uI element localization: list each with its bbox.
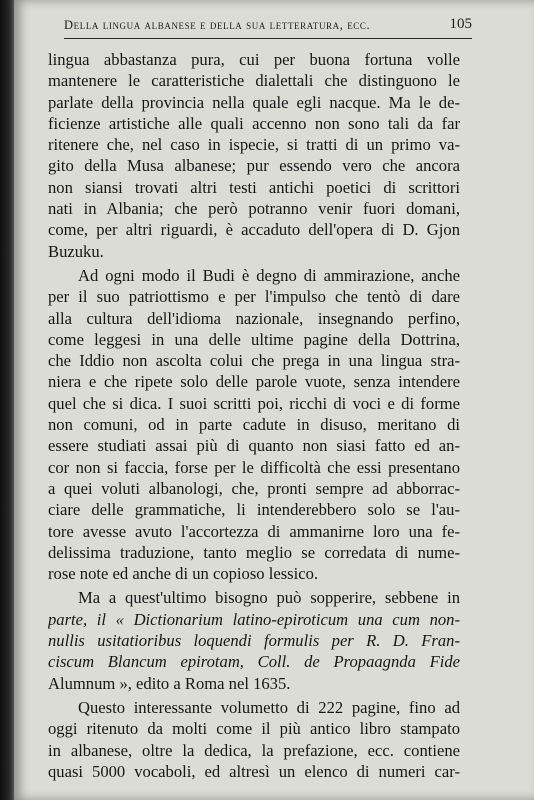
text-line: a quei voluti albanologi, che, pronti sempre ad abborrac-: [48, 478, 460, 498]
text-line: gito della Musa albanese; pur essendo vero che ancora: [48, 156, 460, 176]
text-line: delissima traduzione, tanto meglio se corredata di nume-: [48, 542, 460, 562]
text-line: oggi ritenuto da molti come il più antico libro stampato: [48, 719, 460, 739]
text-line: ciscum Blancum epirotam, Coll. de Propaagnda Fide: [48, 652, 460, 672]
text-line: niera e che ripete solo delle parole vuote, senza intendere: [48, 372, 460, 392]
text-line: cor non si faccia, forse per le difficoltà che essi presentano: [48, 457, 460, 477]
text-line: in albanese, oltre la dedica, la prefazione, ecc. contiene: [48, 740, 460, 760]
text-line: come leggesi in una delle ultime pagine della Dottrina,: [48, 329, 460, 349]
text-line: per il suo patriottismo e per l'impulso che tentò di dare: [48, 287, 460, 307]
text-line: rose note ed anche di un copioso lessico.: [48, 564, 319, 584]
text-line: come, per altri riguardi, è accaduto dell'opera di D. Gjon: [48, 220, 460, 240]
text-line: nati in Albania; che però potranno venir fuori domani,: [48, 199, 460, 219]
paragraph: [48, 587, 460, 693]
text-line: alla cultura dell'idioma nazionale, insegnando perfino,: [48, 308, 460, 328]
text-line: non comuni, od in parte cadute in disuso, meritano di: [48, 415, 460, 435]
text-line: parte, il « Dictionarium latino-epiroticum una cum non-: [48, 609, 460, 629]
text-line: tore avesse avuto l'accortezza di ammanirne loro una fe-: [48, 521, 460, 541]
book-spine-shadow: [0, 0, 14, 800]
text-line: non siansi trovati altri testi antichi poetici di scrittori: [48, 177, 460, 197]
text-line: Alumnum », edito a Roma nel 1635.: [48, 673, 291, 693]
text-line: mantenere le caratteristiche dialettali che distinguono le: [48, 71, 460, 91]
paragraph: [48, 49, 460, 262]
text-line: che Iddio non ascolta colui che prega in una lingua stra-: [48, 351, 460, 371]
page-number: 105: [449, 16, 472, 32]
body-text: [48, 49, 460, 782]
text-line: ritenere che, nel caso in ispecie, si tratti di un primo va-: [48, 135, 460, 155]
text-line: Ma a quest'ultimo bisogno può sopperire, sebbene in: [78, 588, 460, 608]
text-line: quel che si dica. I suoi scritti poi, ricchi di voci e di forme: [48, 393, 460, 413]
text-line: quasi 5000 vocaboli, ed altresì un elenco di numeri car-: [48, 761, 460, 781]
paragraph: [48, 697, 460, 782]
text-line: lingua abbastanza pura, cui per buona fortuna volle: [48, 50, 460, 69]
text-line: Ad ogni modo il Budi è degno di ammirazione, anche: [78, 265, 460, 285]
text-line: ciare delle grammatiche, li intenderebbero solo se l'au-: [48, 500, 460, 520]
text-line: Buzuku.: [48, 241, 104, 261]
paragraph: [48, 265, 460, 584]
text-line: Questo interessante volumetto di 222 pagine, fino ad: [78, 697, 460, 717]
text-line: essere studiati assai più di quanto non siasi fatto ed an-: [48, 436, 460, 456]
text-line: nullis usitatioribus loquendi formulis per R. D. Fran-: [48, 631, 460, 651]
running-head: [64, 14, 472, 39]
running-title: Della lingua albanese e della sua letteratura, ecc.: [64, 18, 371, 32]
text-line: parlate della provincia nella quale egli nacque. Ma le de-: [48, 92, 460, 112]
text-line: ficienze artistiche alle quali accenno non sono tali da far: [48, 113, 460, 133]
